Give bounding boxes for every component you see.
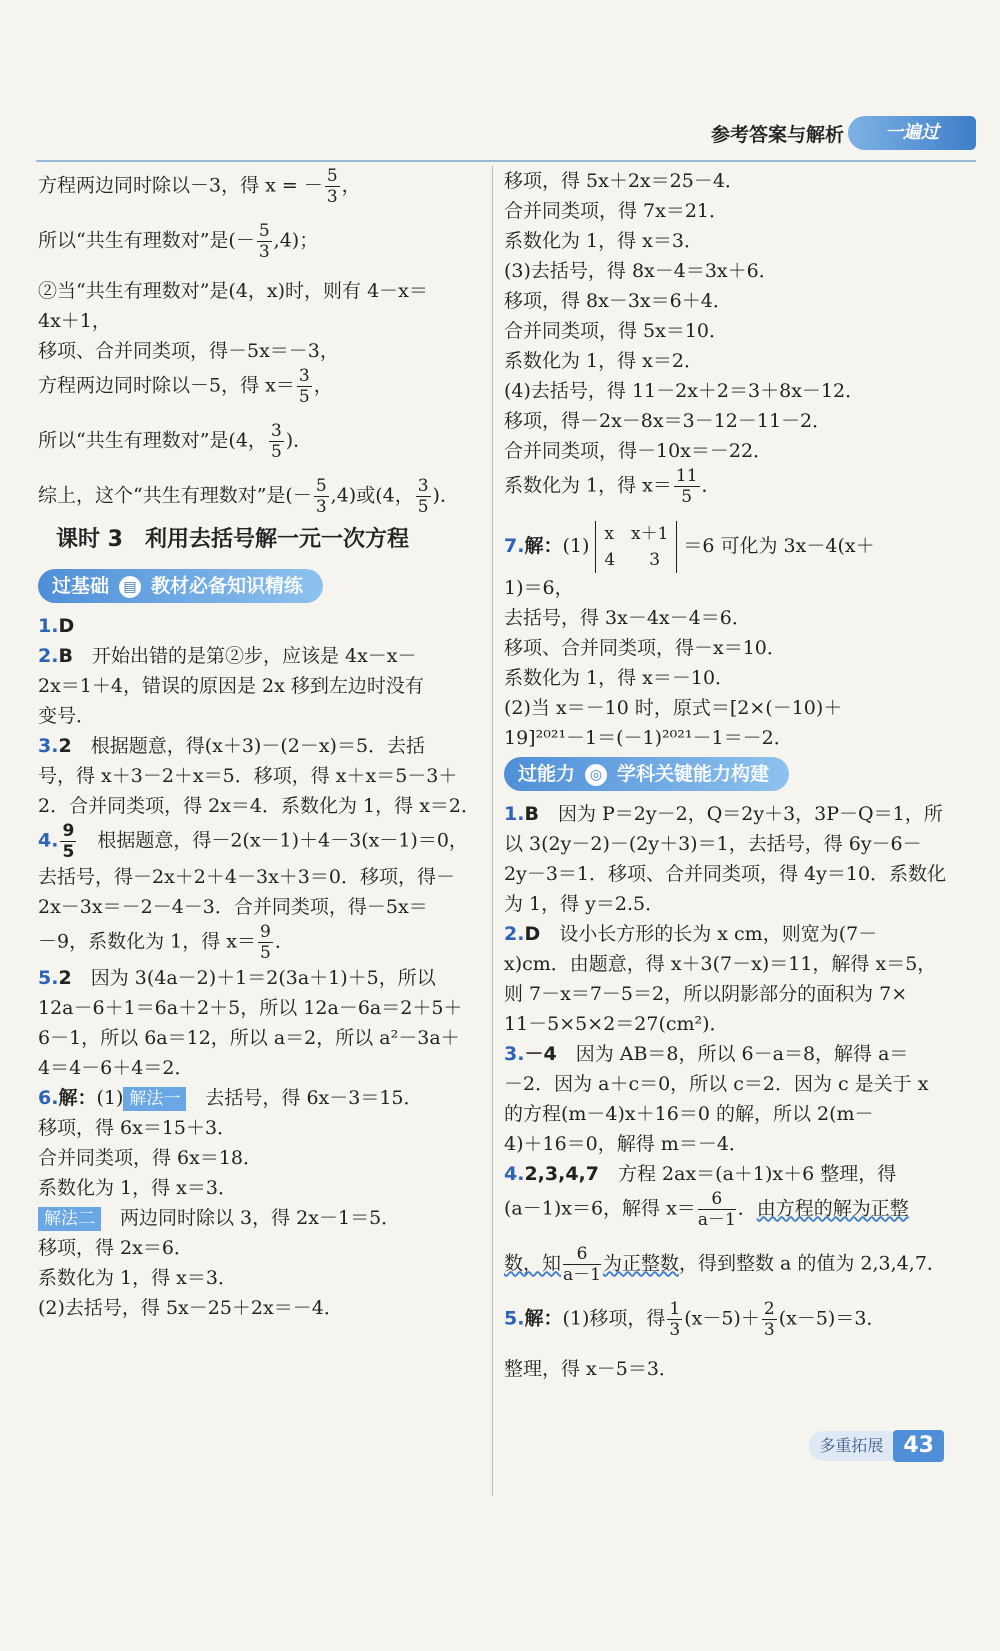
fraction: $\frac{5}{3}$ bbox=[315, 476, 327, 517]
answer-item: 1.D bbox=[38, 615, 75, 637]
fraction: $\frac{3}{5}$ bbox=[417, 476, 429, 517]
answer-item: 3.－4 因为 AB＝8，所以 6－a＝8，解得 a＝ bbox=[504, 1043, 909, 1065]
text-line: 系数化为 1，得 x＝3． bbox=[504, 230, 703, 252]
fraction: $\frac{2}{3}$ bbox=[763, 1299, 775, 1340]
text-line: 2x－3x＝－2－4－3．合并同类项，得－5x＝ bbox=[38, 896, 428, 918]
text-line: 合并同类项，得 5x＝10． bbox=[504, 320, 729, 342]
text-line: 的方程(m－4)x＋16＝0 的解，所以 2(m－ bbox=[504, 1103, 874, 1125]
text-line: 移项，得 8x－3x＝6＋4． bbox=[504, 290, 732, 312]
method-tag: 解法一 bbox=[123, 1087, 186, 1111]
answer-item: 7.解：(1) x x＋1 4 3 ＝6 可化为 3x－4(x＋ bbox=[504, 521, 944, 573]
answer-item: 2.B 开始出错的是第②步，应该是 4x－x－ bbox=[38, 645, 417, 667]
text-line: 4＝4－6＋4＝2． bbox=[38, 1057, 194, 1079]
section-banner-ability: 过能力 ◎ 学科关键能力构建 bbox=[504, 757, 789, 791]
text-line: 方程两边同时除以－3，得 x = － $\frac{5}{3}$ ， bbox=[38, 166, 361, 207]
text-line: 移项，得 2x＝6． bbox=[38, 1237, 193, 1259]
text-line: 变号． bbox=[38, 705, 96, 727]
method-tag: 解法二 bbox=[38, 1207, 101, 1231]
text-line: 综上，这个“共生有理数对”是(－ $\frac{5}{3}$ ,4)或(4， $\frac{3}{5}$ )． bbox=[38, 476, 459, 517]
fraction: $\frac{6}{a-1}$ bbox=[563, 1244, 601, 1285]
text-line: 去括号，得 3x－4x－4＝6． bbox=[504, 607, 751, 629]
text-line: －2．因为 a＋c＝0，所以 c＝2．因为 c 是关于 x bbox=[504, 1073, 929, 1095]
page-footer bbox=[809, 1430, 944, 1464]
text-line: x)cm．由题意，得 x＋3(7－x)＝11，解得 x＝5， bbox=[504, 953, 937, 975]
fraction: $\frac{1}{3}$ bbox=[669, 1299, 681, 1340]
fraction: $\frac{9}{5}$ bbox=[259, 922, 271, 963]
text-line: 所以“共生有理数对”是(－ $\frac{5}{3}$ ,4)； bbox=[38, 221, 319, 262]
brand-logo: 一遍过 bbox=[848, 116, 976, 150]
text-line: 2x＝1＋4，错误的原因是 2x 移到左边时没有 bbox=[38, 675, 424, 697]
section-banner-basics: 过基础 ▤ 教材必备知识精练 bbox=[38, 569, 323, 603]
answer-item: 1.B 因为 P＝2y－2，Q＝2y＋3，3P－Q＝1，所 bbox=[504, 803, 943, 825]
text-line: 所以“共生有理数对”是(4， $\frac{3}{5}$ )． bbox=[38, 421, 313, 462]
text-line: (2)去括号，得 5x－25＋2x＝－4． bbox=[38, 1297, 343, 1319]
text-line: 解法二 两边同时除以 3，得 2x－1＝5． bbox=[38, 1203, 478, 1233]
fraction: $\frac{5}{3}$ bbox=[258, 221, 270, 262]
answer-item: 6.解：(1) 解法一 去括号，得 6x－3＝15． bbox=[38, 1087, 423, 1109]
text-line: 12a－6＋1＝6a＋2＋5，所以 12a－6a＝2＋5＋ bbox=[38, 997, 463, 1019]
medal-icon: ◎ bbox=[585, 764, 607, 786]
column-divider bbox=[492, 166, 493, 1496]
left-column bbox=[38, 166, 478, 1323]
text-line: 为 1，得 y＝2.5． bbox=[504, 893, 665, 915]
determinant: x x＋1 4 3 bbox=[595, 521, 677, 573]
text-line: 1)＝6， bbox=[504, 577, 574, 599]
text-line: 19]²⁰²¹－1＝(－1)²⁰²¹－1＝－2． bbox=[504, 727, 793, 749]
fraction: $\frac{3}{5}$ bbox=[298, 366, 310, 407]
text-line: －9，系数化为 1，得 x＝ $\frac{9}{5}$ ． bbox=[38, 922, 294, 963]
text-line: 移项、合并同类项，得－x＝10． bbox=[504, 637, 786, 659]
text-line: 系数化为 1，得 x＝3． bbox=[38, 1177, 237, 1199]
text-line: (4)去括号，得 11－2x＋2＝3＋8x－12． bbox=[504, 380, 865, 402]
text-line: 4)＋16＝0，解得 m＝－4． bbox=[504, 1133, 748, 1155]
text-line: 2．合并同类项，得 2x＝4．系数化为 1，得 x＝2． bbox=[38, 795, 480, 817]
lesson-title: 课时 3 利用去括号解一元一次方程 bbox=[56, 527, 409, 552]
page-number: 43 bbox=[893, 1430, 944, 1462]
text-line: ②当“共生有理数对”是(4，x)时，则有 4－x＝ bbox=[38, 280, 428, 302]
clipboard-icon: ▤ bbox=[119, 576, 141, 598]
header-title: 参考答案与解析 bbox=[710, 124, 844, 146]
text-line: 移项，得 6x＝15＋3． bbox=[38, 1117, 237, 1139]
text-line: 则 7－x＝7－5＝2，所以阴影部分的面积为 7× bbox=[504, 983, 908, 1005]
text-line: 系数化为 1，得 x＝2． bbox=[504, 350, 703, 372]
fraction: $\frac{9}{5}$ bbox=[62, 821, 75, 862]
text-line: 去括号，得－2x＋2＋4－3x＋3＝0．移项，得－ bbox=[38, 866, 455, 888]
answer-item: 5.2 因为 3(4a－2)＋1＝2(3a＋1)＋5，所以 bbox=[38, 967, 436, 989]
header-rule bbox=[36, 160, 976, 162]
text-line: 系数化为 1，得 x＝3． bbox=[38, 1267, 237, 1289]
text-line: (2)当 x＝－10 时，原式＝[2×(－10)＋ bbox=[504, 697, 843, 719]
text-line: 系数化为 1，得 x＝ $\frac{11}{5}$ ． bbox=[504, 466, 721, 507]
fraction: $\frac{11}{5}$ bbox=[675, 466, 698, 507]
text-line: 合并同类项，得－10x＝－22． bbox=[504, 440, 773, 462]
text-line: 以 3(2y－2)－(2y＋3)＝1，去括号，得 6y－6－ bbox=[504, 833, 922, 855]
text-line: 移项、合并同类项，得－5x＝－3， bbox=[38, 340, 339, 362]
right-column bbox=[504, 166, 947, 1384]
text-line: 4x＋1， bbox=[38, 310, 111, 332]
text-line: 移项，得 5x＋2x＝25－4． bbox=[504, 170, 744, 192]
text-line: (3)去括号，得 8x－4＝3x＋6． bbox=[504, 260, 778, 282]
text-line: 合并同类项，得 7x＝21． bbox=[504, 200, 729, 222]
text-line: 号，得 x＋3－2＋x＝5．移项，得 x＋x＝5－3＋ bbox=[38, 765, 458, 787]
answer-item: 2.D 设小长方形的长为 x cm，则宽为(7－ bbox=[504, 923, 878, 945]
answer-item: 4.2,3,4,7 方程 2ax＝(a＋1)x＋6 整理，得 bbox=[504, 1163, 897, 1185]
answer-item: 5.解：(1)移项，得 $\frac{1}{3}$ (x－5)＋ $\frac{2}{3}$ (x－5)＝3． bbox=[504, 1299, 886, 1340]
fraction: $\frac{6}{a-1}$ bbox=[697, 1189, 736, 1230]
text-line: 整理，得 x－5＝3． bbox=[504, 1358, 678, 1380]
text-line: 方程两边同时除以－5，得 x＝ $\frac{3}{5}$ ， bbox=[38, 366, 333, 407]
text-line: 2y－3＝1．移项、合并同类项，得 4y＝10．系数化 bbox=[504, 863, 947, 885]
text-line: (a－1)x＝6，解得 x＝ $\frac{6}{a-1}$ ．由方程的解为正整 bbox=[504, 1189, 909, 1230]
text-line: 移项，得－2x－8x＝3－12－11－2． bbox=[504, 410, 832, 432]
fraction: $\frac{3}{5}$ bbox=[270, 421, 282, 462]
text-line: 6－1，所以 6a＝12，所以 a＝2，所以 a²－3a＋ bbox=[38, 1027, 460, 1049]
text-line: 11－5×5×2＝27(cm²)． bbox=[504, 1013, 729, 1035]
answer-item: 4. $\frac{9}{5}$ 根据题意，得－2(x－1)＋4－3(x－1)＝0， bbox=[38, 821, 468, 862]
footer-label: 多重拓展 bbox=[809, 1431, 893, 1461]
page-header bbox=[36, 114, 976, 162]
text-line: 合并同类项，得 6x＝18． bbox=[38, 1147, 263, 1169]
text-line: 系数化为 1，得 x＝－10． bbox=[504, 667, 735, 689]
text-line: 数，知 $\frac{6}{a-1}$ 为正整数，得到整数 a 的值为 2,3,4,7． bbox=[504, 1244, 946, 1285]
answer-item: 3.2 根据题意，得(x＋3)－(2－x)＝5．去括 bbox=[38, 735, 426, 757]
fraction: $\frac{5}{3}$ bbox=[326, 166, 338, 207]
